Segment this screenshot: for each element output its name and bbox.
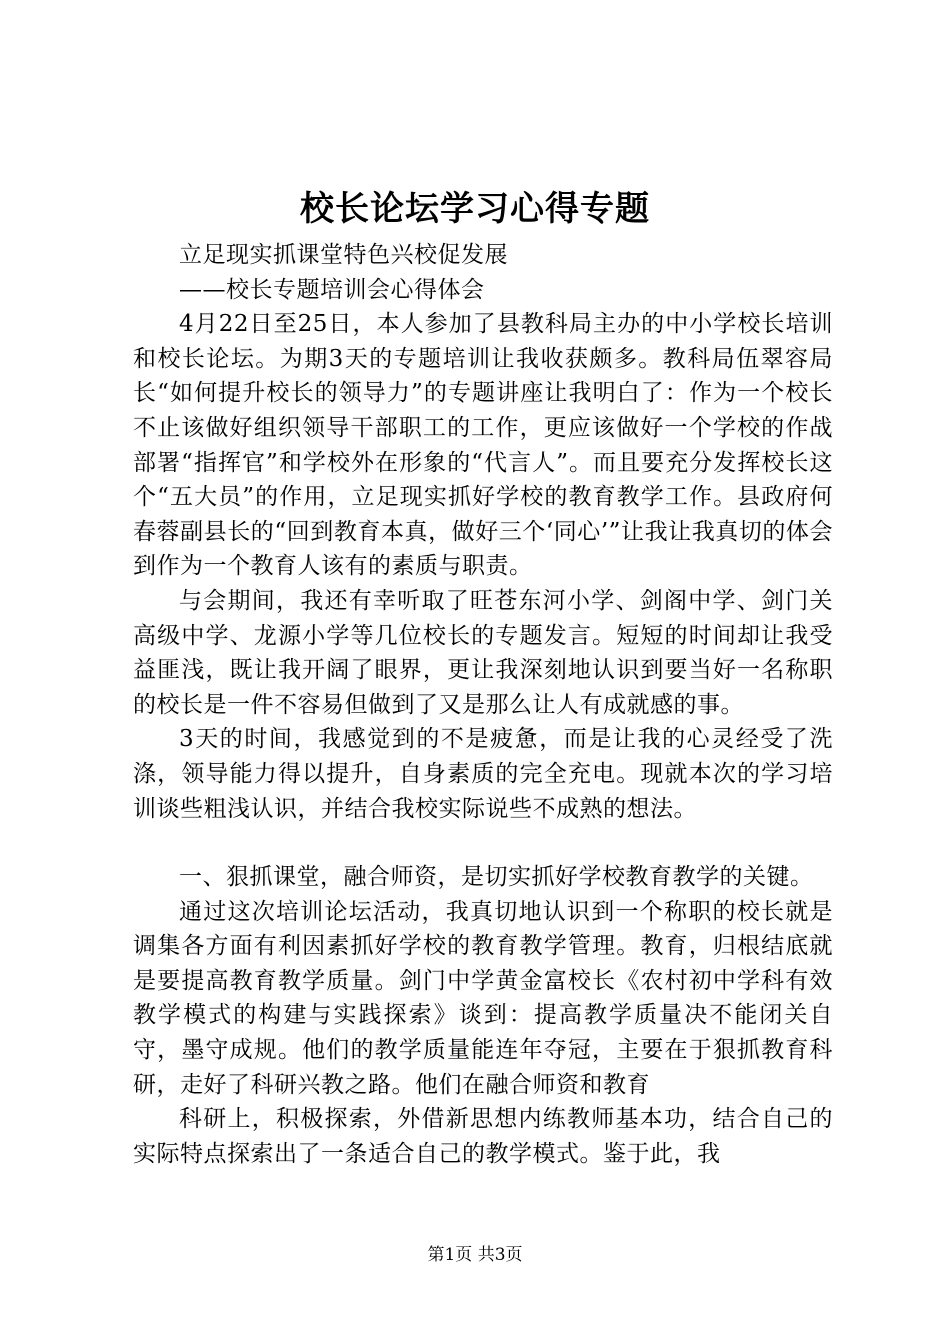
- document-title: 校长论坛学习心得专题: [300, 189, 650, 229]
- section-heading-1: 一、狠抓课堂，融合师资，是切实抓好学校教育教学的关键。: [179, 864, 814, 891]
- paragraph-5: 科研上，积极探索，外借新思想内练教师基本功，结合自己的实际特点探索出了一条适合自己的教学模式。鉴于此，我: [133, 1106, 833, 1167]
- document-body: [133, 238, 833, 1171]
- paragraph-1: 4月22日至25日，本人参加了县教科局主办的中小学校长培训和校长论坛。为期3天的专题培训让我收获颇多。教科局伍翠容局长“如何提升校长的领导力”的专题讲座让我明白了：作为一个校长不止该做好组织领导干部职工的工作，更应该做好一个学校的作战部署“指挥官”和学校外在形象的“代言人”。而且要充分发挥校长这个“五大员”的作用，立足现实抓好学校的教育教学工作。县政府何春蓉副县长的“回到教育本真，做好三个‘同心’”让我让我真切的体会到作为一个教育人该有的素质与职责。: [133, 311, 833, 580]
- page-number-footer: 第1页 共3页: [427, 1245, 523, 1265]
- paragraph-4: 通过这次培训论坛活动，我真切地认识到一个称职的校长就是调集各方面有利因素抓好学校的教育教学管理。教育，归根结底就是要提高教育教学质量。剑门中学黄金富校长《农村初中学科有效教学模式的构建与实践探索》谈到：提高教学质量决不能闭关自守，墨守成规。他们的教学质量能连年夺冠，主要在于狠抓教育科研，走好了科研兴教之路。他们在融合师资和教育: [133, 898, 833, 1098]
- subtitle-line-1: 立足现实抓课堂特色兴校促发展: [179, 242, 508, 268]
- paragraph-3: 3天的时间，我感觉到的不是疲惫，而是让我的心灵经受了洗涤，领导能力得以提升，自身素质的完全充电。现就本次的学习培训谈些粗浅认识，并结合我校实际说些不成熟的想法。: [133, 726, 833, 822]
- paragraph-2: 与会期间，我还有幸听取了旺苍东河小学、剑阁中学、剑门关高级中学、龙源小学等几位校长的专题发言。短短的时间却让我受益匪浅，既让我开阔了眼界，更让我深刻地认识到要当好一名称职的校长是一件不容易但做到了又是那么让人有成就感的事。: [133, 587, 833, 718]
- subtitle-line-2: ——校长专题培训会心得体会: [179, 276, 485, 303]
